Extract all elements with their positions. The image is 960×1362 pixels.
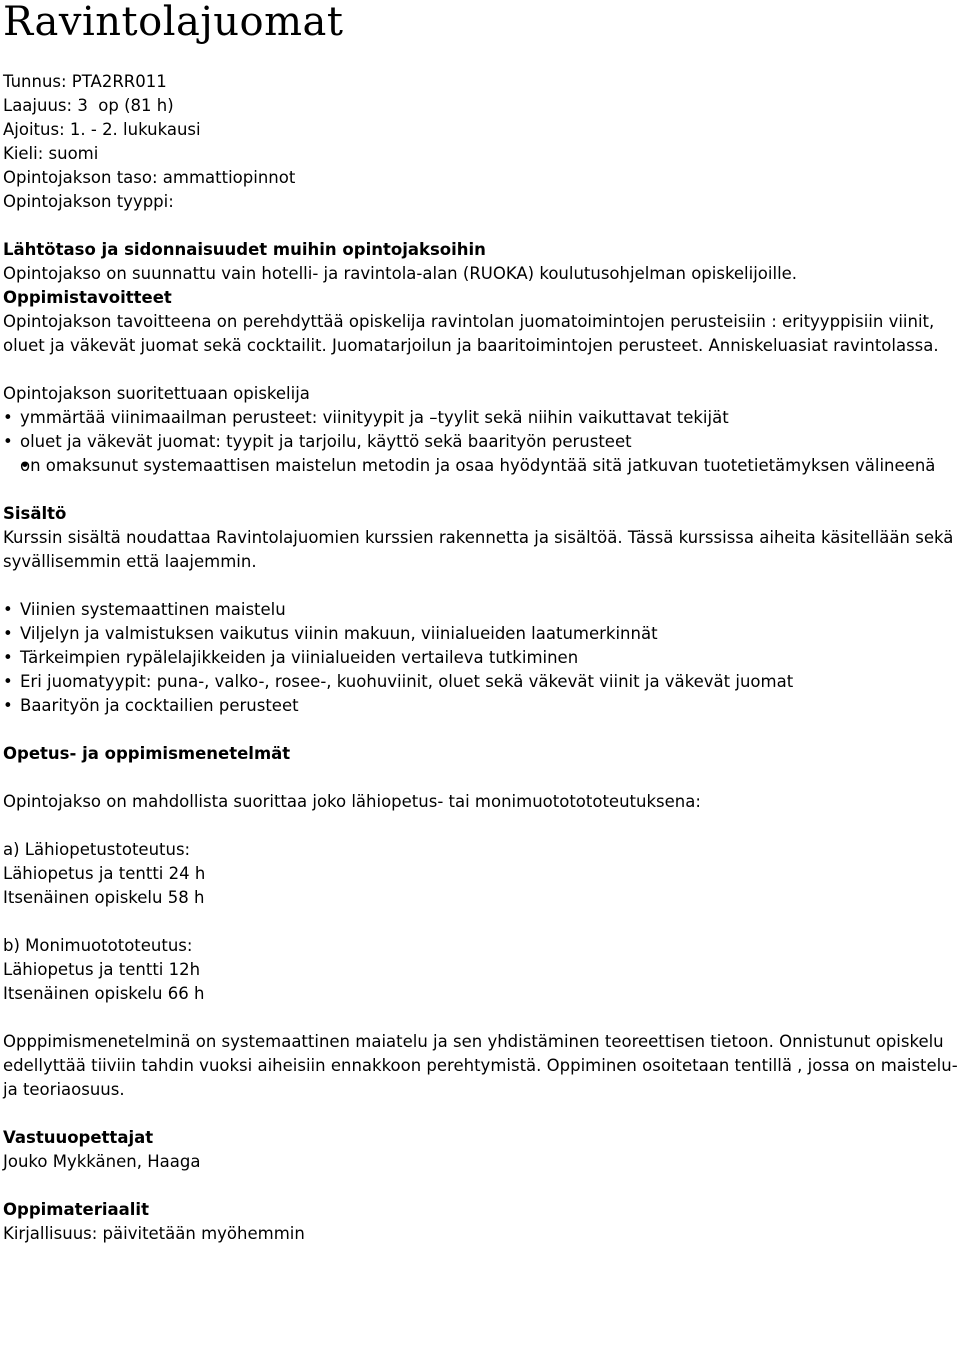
section-objectives <box>3 286 960 478</box>
list-item: • on omaksunut systemaattisen maistelun metodin ja osaa hyödyntää sitä jatkuvan tuotetietämyksen välineenä <box>3 454 960 478</box>
section-materials <box>3 1198 960 1246</box>
teachers-heading: Vastuuopettajat <box>3 1128 154 1147</box>
objectives-after-intro: Opintojakson suoritettuaan opiskelija <box>3 384 310 403</box>
content-heading: Sisältö <box>3 504 67 523</box>
methods-heading: Opetus- ja oppimismenetelmät <box>3 744 291 763</box>
objectives-heading: Oppimistavoitteet <box>3 288 172 307</box>
meta-scope: Laajuus: 3 op (81 h) <box>3 96 174 115</box>
methods-text: Opppimismenetelminä on systemaattinen maiatelu ja sen yhdistäminen teoreettisen tietoon. Onnistunut opiskelu edellyttää tiiviin tahdin vuoksi aiheisiin ennakkoon perehtymistä. Oppiminen osoitetaan tentillä , jossa on maistelu- ja teoriaosuus. <box>3 1032 958 1099</box>
option-a-title: a) Lähiopetustoteutus: <box>3 840 191 859</box>
option-b-title: b) Monimuotototeutus: <box>3 936 193 955</box>
list-item: • Tärkeimpien rypälelajikkeiden ja viinialueiden vertaileva tutkiminen <box>3 646 960 670</box>
list-item: • oluet ja väkevät juomat: tyypit ja tarjoilu, käyttö sekä baarityön perusteet <box>3 430 960 454</box>
meta-level: Opintojakson taso: ammattiopinnot <box>3 168 296 187</box>
list-item: • Baarityön ja cocktailien perusteet <box>3 694 960 718</box>
objectives-text: Opintojakson tavoitteena on perehdyttää opiskelija ravintolan juomatoimintojen perusteisiin : erityyppisiin viinit, oluet ja väkevät juomat sekä cocktailit. Juomatarjoilun ja baaritoimintojen perusteet. Anniskeluasiat ravintolassa. <box>3 312 939 355</box>
meta-code: Tunnus: PTA2RR011 <box>3 72 167 91</box>
objectives-list <box>3 406 960 478</box>
content-list <box>3 598 960 718</box>
methods-option-a <box>3 838 960 910</box>
option-b-line: Lähiopetus ja tentti 12h <box>3 960 201 979</box>
meta-language: Kieli: suomi <box>3 144 99 163</box>
prerequisites-text: Opintojakso on suunnattu vain hotelli- ja ravintola-alan (RUOKA) koulutusohjelman opiskelijoille. <box>3 264 798 283</box>
course-meta <box>3 70 960 214</box>
content-text: Kurssin sisältä noudattaa Ravintolajuomien kurssien rakennetta ja sisältöä. Tässä kurssissa aiheita käsitellään sekä syvällisemmin että laajemmin. <box>3 528 954 571</box>
section-methods <box>3 742 960 1102</box>
list-item: • Viinien systemaattinen maistelu <box>3 598 960 622</box>
prerequisites-heading: Lähtötaso ja sidonnaisuudet muihin opintojaksoihin <box>3 240 486 259</box>
materials-heading: Oppimateriaalit <box>3 1200 149 1219</box>
methods-intro: Opintojakso on mahdollista suorittaa joko lähiopetus- tai monimuototototeutuksena: <box>3 792 701 811</box>
section-prerequisites <box>3 238 960 286</box>
option-b-line: Itsenäinen opiskelu 66 h <box>3 984 205 1003</box>
teachers-text: Jouko Mykkänen, Haaga <box>3 1152 201 1171</box>
list-item: • Viljelyn ja valmistuksen vaikutus viinin makuun, viinialueiden laatumerkinnät <box>3 622 960 646</box>
methods-option-b <box>3 934 960 1006</box>
option-a-line: Lähiopetus ja tentti 24 h <box>3 864 206 883</box>
section-teachers <box>3 1126 960 1174</box>
section-content <box>3 502 960 718</box>
materials-text: Kirjallisuus: päivitetään myöhemmin <box>3 1224 305 1243</box>
option-a-line: Itsenäinen opiskelu 58 h <box>3 888 205 907</box>
meta-type: Opintojakson tyyppi: <box>3 192 174 211</box>
list-item: • ymmärtää viinimaailman perusteet: viinityypit ja –tyylit sekä niihin vaikuttavat tekijät <box>3 406 960 430</box>
list-item: • Eri juomatyypit: puna-, valko-, rosee-, kuohuviinit, oluet sekä väkevät viinit ja väkevät juomat <box>3 670 960 694</box>
page-title: Ravintolajuomat <box>3 0 344 45</box>
meta-timing: Ajoitus: 1. - 2. lukukausi <box>3 120 201 139</box>
